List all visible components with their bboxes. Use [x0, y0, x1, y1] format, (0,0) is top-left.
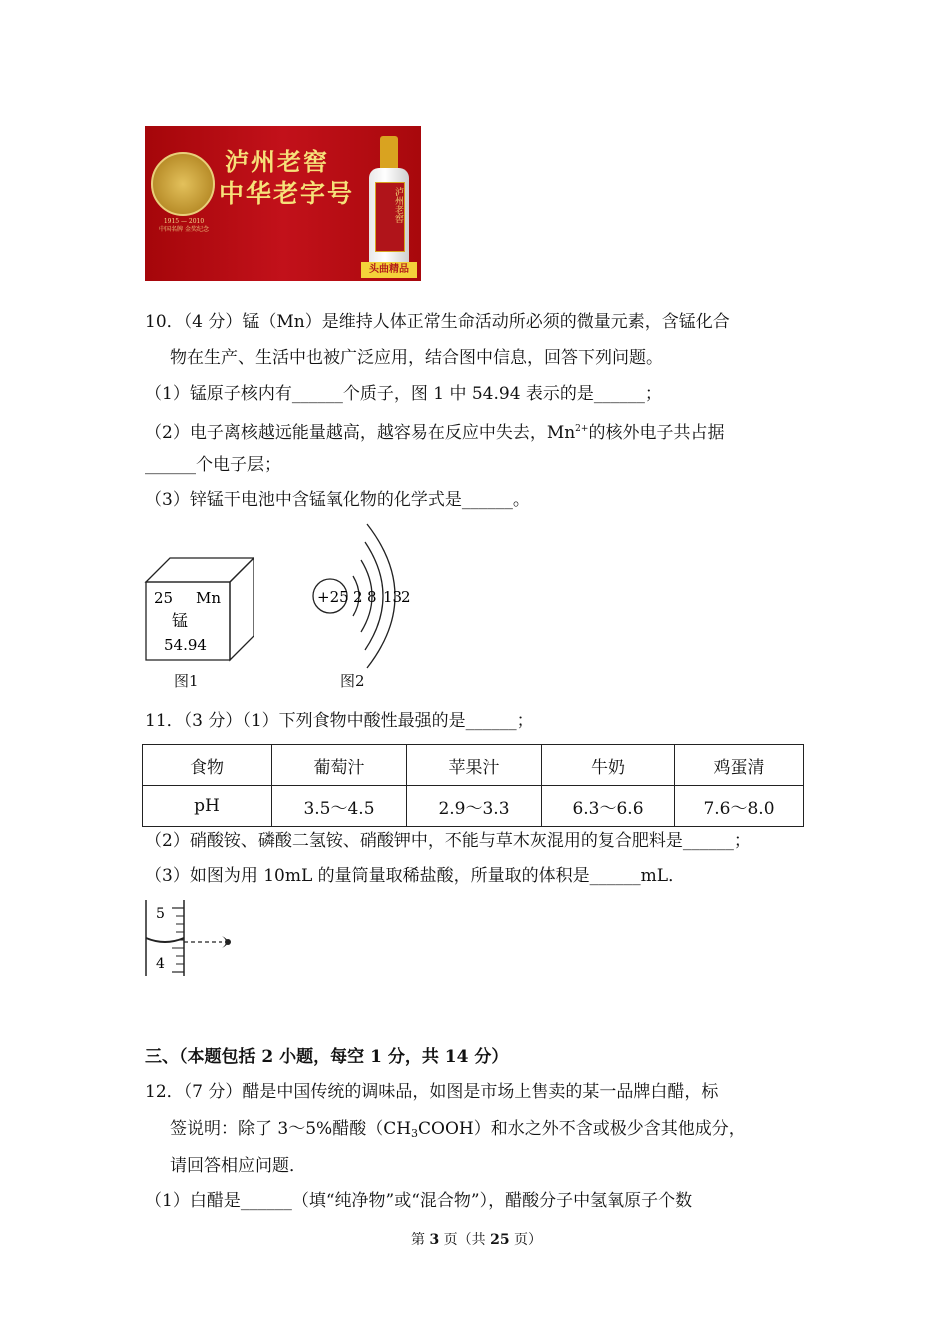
banner-title-2: 中华老字号 — [219, 179, 355, 208]
q12-line2-text-end: COOH）和水之外不含或极少含其他成分， — [418, 1119, 746, 1139]
nucleus-charge: +25 — [317, 588, 349, 606]
q11-part3: （3）如图为用 10mL 的量筒量取稀盐酸，所量取的体积是______mL． — [145, 866, 686, 886]
shell-3-electrons: 13 — [383, 588, 403, 606]
table-cell: 6.3～6.6 — [542, 786, 675, 827]
shell-2-electrons: 8 — [367, 588, 377, 606]
table-cell: 葡萄汁 — [272, 745, 407, 786]
table-cell: 2.9～3.3 — [407, 786, 542, 827]
atomic-structure-diagram — [305, 520, 420, 670]
atomic-number: 25 — [154, 589, 174, 607]
liquor-bottle — [367, 136, 411, 276]
table-row — [143, 786, 804, 827]
bottle-label — [375, 182, 405, 252]
q12-part1: （1）白醋是______（填“纯净物”或“混合物”），醋酸分子中氢氧原子个数 — [145, 1191, 693, 1211]
element-symbol: Mn — [196, 589, 222, 607]
q10-part1: （1）锰原子核内有______个质子，图 1 中 54.94 表示的是______； — [145, 384, 662, 404]
medal-caption — [149, 218, 219, 234]
charge-superscript: 2+ — [575, 424, 589, 434]
shell-1-electrons: 2 — [353, 588, 363, 606]
q12-line3: 请回答相应问题． — [170, 1156, 306, 1176]
page-number: 3 — [429, 1232, 440, 1248]
section3-heading: 三、（本题包括 2 小题，每空 1 分，共 14 分） — [145, 1047, 509, 1067]
table-cell: 3.5～4.5 — [272, 786, 407, 827]
q11-line1: 11．（3 分）（1）下列食物中酸性最强的是______； — [145, 711, 534, 731]
table-cell: 鸡蛋清 — [675, 745, 804, 786]
q10-part2-line2: ______个电子层； — [145, 455, 281, 475]
page-footer — [411, 1229, 542, 1251]
ph-table — [142, 744, 804, 827]
q12-line2-text: 签说明：除了 3～5%醋酸（CH — [170, 1119, 412, 1139]
footer-text: 第 — [411, 1232, 430, 1248]
q10-part2-text: （2）电子离核越远能量越高，越容易在反应中失去，Mn — [145, 423, 576, 443]
q10-part3: （3）锌锰干电池中含锰氧化物的化学式是______。 — [145, 490, 530, 510]
cylinder-mark-bottom: 4 — [156, 956, 165, 972]
footer-text: 页） — [509, 1232, 543, 1248]
banner-title-1: 泸州老窖 — [225, 148, 329, 176]
cylinder-mark-top: 5 — [156, 906, 165, 922]
table-cell: pH — [143, 786, 272, 827]
table-cell: 食物 — [143, 745, 272, 786]
atomic-mass: 54.94 — [164, 636, 207, 654]
q10-line2: 物在生产、生活中也被广泛应用，结合图中信息，回答下列问题。 — [170, 348, 663, 368]
q12-line1: 12．（7 分）醋是中国传统的调味品，如图是市场上售卖的某一品牌白醋，标 — [145, 1082, 719, 1102]
figure2-caption: 图2 — [340, 672, 365, 690]
medal-emblem — [151, 152, 215, 216]
banner-image — [145, 126, 421, 281]
bottle-neck — [380, 136, 398, 170]
table-cell: 苹果汁 — [407, 745, 542, 786]
footer-text: 页（共 — [439, 1232, 491, 1248]
medal-caption-text: 中国名牌 金奖纪念 — [159, 226, 209, 233]
table-cell: 牛奶 — [542, 745, 675, 786]
graduated-cylinder-diagram — [140, 898, 250, 978]
table-row — [143, 745, 804, 786]
q12-line2 — [170, 1118, 746, 1145]
figure1-caption: 图1 — [174, 672, 199, 690]
shell-4-electrons: 2 — [401, 588, 411, 606]
medal-caption-years: 1915 — 2010 — [163, 218, 205, 225]
q11-part2: （2）硝酸铵、磷酸二氢铵、硝酸钾中，不能与草木灰混用的复合肥料是______； — [145, 831, 751, 851]
q10-part2-text-end: 的核外电子共占据 — [588, 423, 725, 443]
element-name: 锰 — [172, 611, 189, 630]
bottle-label-text: 泸州老窖 — [393, 187, 403, 223]
element-cube-diagram — [144, 556, 254, 662]
q10-line1: 10．（4 分）锰（Mn）是维持人体正常生命活动所必须的微量元素，含锰化合 — [145, 312, 730, 332]
formula-subscript: 3 — [411, 1127, 419, 1140]
q10-part2-line1 — [145, 418, 724, 444]
bottle-base-label: 头曲精品 — [361, 262, 417, 278]
table-cell: 7.6～8.0 — [675, 786, 804, 827]
total-pages: 25 — [490, 1232, 510, 1248]
